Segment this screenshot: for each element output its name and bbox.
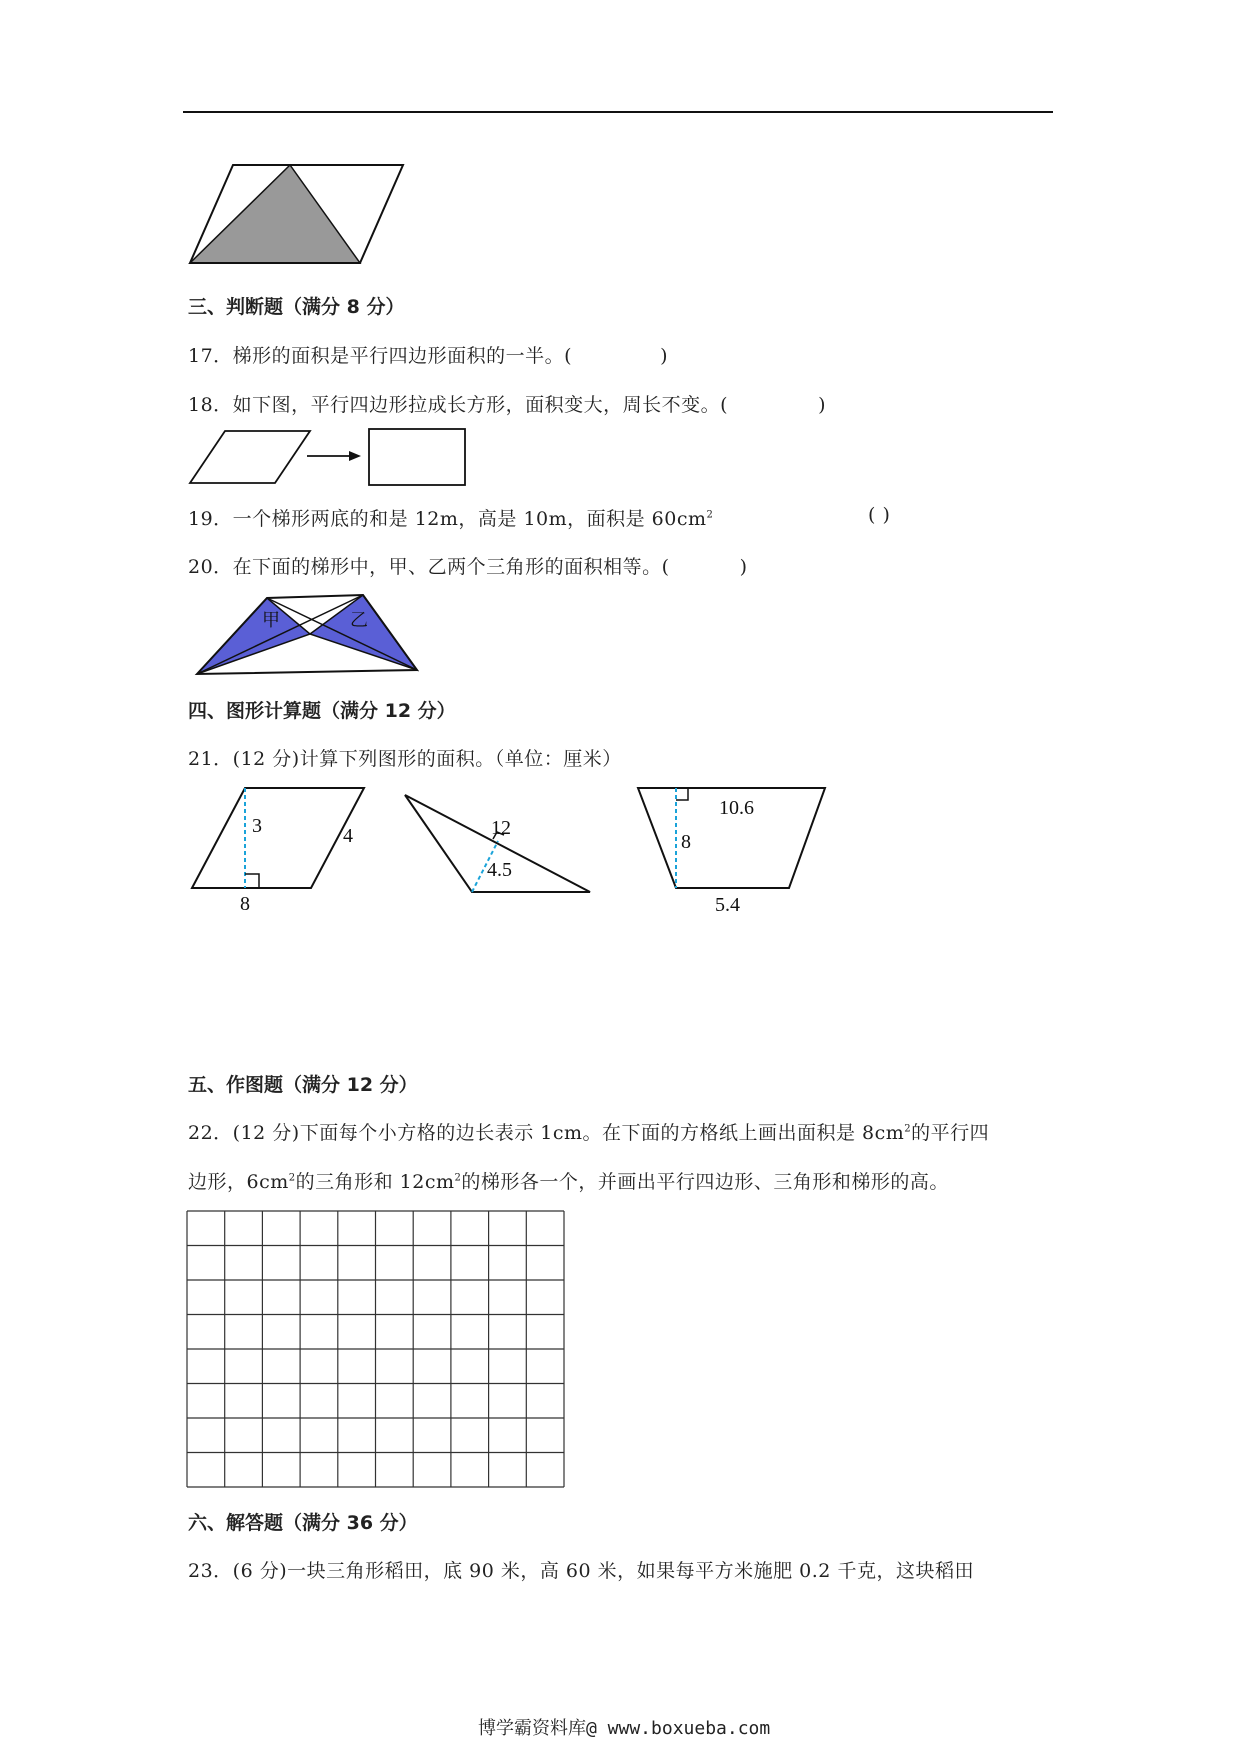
- shaded-triangle: [190, 165, 360, 263]
- question-20: [188, 552, 748, 579]
- question-19: [188, 504, 713, 531]
- label-height: 4.5: [487, 859, 512, 881]
- header-rule: [183, 111, 1053, 113]
- label-yi: 乙: [350, 610, 368, 630]
- figure-triangle: [405, 795, 590, 892]
- question-22-text-e: 的梯形各一个，并画出平行四边形、三角形和梯形的高。: [461, 1171, 949, 1193]
- question-22-line-2: [188, 1167, 949, 1194]
- parallelogram-shape: [192, 788, 364, 888]
- question-19-text: 19．一个梯形两底的和是 12m，高是 10m，面积是 60cm: [188, 508, 707, 530]
- figure-parallelogram: [192, 788, 364, 915]
- label-height: 3: [252, 815, 262, 837]
- right-angle-mark: [245, 874, 259, 888]
- footer-watermark: 博学霸资料库@ www.boxueba.com: [478, 1718, 771, 1739]
- label-bottom: 5.4: [715, 894, 740, 915]
- rectangle: [369, 429, 465, 485]
- parallelogram-to-rectangle-figure: [185, 425, 475, 490]
- question-20-text: 20．在下面的梯形中，甲、乙两个三角形的面积相等。(: [188, 556, 670, 578]
- sup-c: 2: [454, 1172, 462, 1184]
- figure-trapezoid: [638, 788, 825, 915]
- question-18-close: ): [818, 394, 827, 416]
- label-height: 8: [681, 831, 691, 853]
- triangle-yi: [310, 595, 417, 670]
- arrow-head: [349, 451, 361, 461]
- question-18-text: 18．如下图，平行四边形拉成长方形，面积变大，周长不变。(: [188, 394, 729, 416]
- question-22-text-d: 的三角形和 12cm: [295, 1171, 455, 1193]
- sup-b: 2: [288, 1172, 296, 1184]
- question-17: [188, 341, 668, 368]
- trapezoid-jia-yi-figure: [192, 588, 424, 680]
- section-title-drawing: 五、作图题（满分 12 分）: [188, 1074, 418, 1096]
- parallelogram: [190, 431, 310, 483]
- question-19-sup: 2: [706, 509, 714, 521]
- question-20-close: ): [739, 556, 748, 578]
- label-base: 12: [491, 817, 511, 839]
- question-22-text-c: 边形，6cm: [188, 1171, 289, 1193]
- sup-a: 2: [904, 1123, 912, 1135]
- grid-paper[interactable]: [186, 1210, 568, 1492]
- question-23: 23．(6 分)一块三角形稻田，底 90 米，高 60 米，如果每平方米施肥 0.2 千克，这块稻田: [188, 1560, 974, 1582]
- question-22-text-b: 的平行四: [911, 1122, 990, 1144]
- label-side: 4: [343, 825, 353, 847]
- label-base: 8: [240, 893, 250, 915]
- section-title-judgement: 三、判断题（满分 8 分）: [188, 296, 405, 318]
- q21-figures: [185, 780, 845, 915]
- label-top: 10.6: [719, 797, 754, 819]
- question-22-text-a: 22．(12 分)下面每个小方格的边长表示 1cm。在下面的方格纸上画出面积是 8cm: [188, 1122, 905, 1144]
- question-17-close: ): [660, 345, 669, 367]
- section-title-figure-calc: 四、图形计算题（满分 12 分）: [188, 700, 456, 722]
- question-22-line-1: [188, 1118, 989, 1145]
- section-title-word-problems: 六、解答题（满分 36 分）: [188, 1512, 418, 1534]
- right-angle-mark: [676, 788, 688, 800]
- triangle-jia: [197, 598, 310, 674]
- question-17-text: 17．梯形的面积是平行四边形面积的一半。(: [188, 345, 573, 367]
- question-21: 21．(12 分)计算下列图形的面积。（单位：厘米）: [188, 748, 622, 770]
- parallelogram-shaded-triangle-figure: [185, 160, 410, 270]
- question-18: [188, 390, 826, 417]
- answer-blank-19[interactable]: ( ): [868, 504, 891, 526]
- label-jia: 甲: [262, 610, 280, 630]
